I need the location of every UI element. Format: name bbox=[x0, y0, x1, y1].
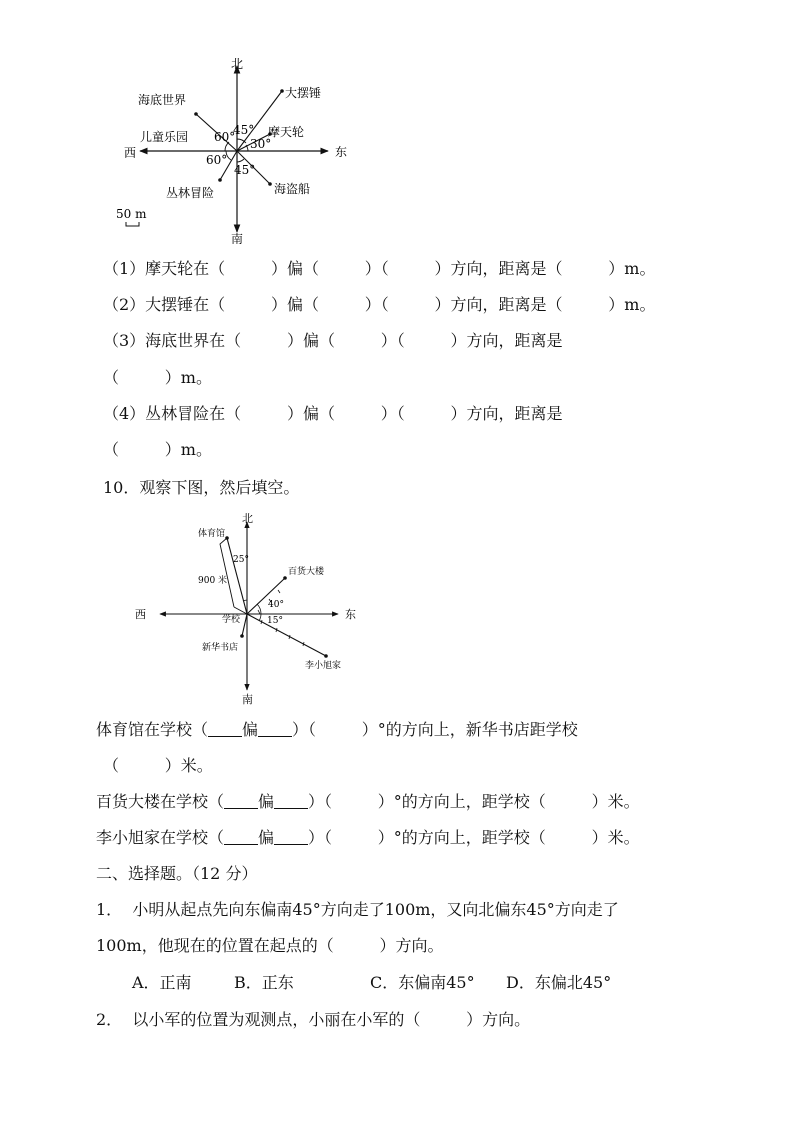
label-department-store: 百货大楼 bbox=[288, 567, 325, 577]
label-pendulum: 大摆锤 bbox=[285, 86, 322, 100]
point-ocean-world bbox=[194, 112, 198, 116]
label-west: 西 bbox=[124, 146, 137, 160]
label-gym: 体育馆 bbox=[198, 529, 226, 539]
school-compass-diagram bbox=[130, 510, 360, 708]
angle-60-upper: 60° bbox=[214, 130, 236, 144]
q9-line-4b: （ ）m。 bbox=[103, 440, 212, 459]
label-school: 学校 bbox=[222, 615, 241, 625]
angle-30: 30° bbox=[250, 137, 272, 151]
q9-line-1: （1）摩天轮在（ ）偏（ ）（ ）方向，距离是（ ）m。 bbox=[103, 259, 656, 278]
scale-bar bbox=[126, 222, 139, 226]
q10-line-2: （ ）米。 bbox=[103, 756, 213, 775]
mc-q1-options bbox=[132, 971, 611, 995]
label-north-2: 北 bbox=[242, 512, 253, 525]
label-ocean-world: 海底世界 bbox=[138, 93, 187, 107]
mc-q1-line-1: 1． 小明从起点先向东偏南45°方向走了100m，又向北偏东45°方向走了 bbox=[96, 900, 619, 919]
label-south-2: 南 bbox=[242, 693, 253, 706]
angle-25: 25° bbox=[233, 555, 249, 565]
q10-line-4: 李小旭家在学校（ 偏 ）（ ）°的方向上，距学校（ ）米。 bbox=[96, 828, 640, 847]
q9-line-2: （2）大摆锤在（ ）偏（ ）（ ）方向，距离是（ ）m。 bbox=[103, 295, 656, 314]
mc-q1-line-2: 100m，他现在的位置在起点的（ ）方向。 bbox=[96, 936, 444, 955]
q10-line-3: 百货大楼在学校（ 偏 ）（ ）°的方向上，距学校（ ）米。 bbox=[96, 792, 640, 811]
point-pendulum bbox=[280, 89, 284, 93]
mc-q2: 2． 以小军的位置为观测点，小丽在小军的（ ）方向。 bbox=[96, 1010, 531, 1029]
point-gym bbox=[225, 536, 229, 540]
option-c[interactable]: C．东偏南45° bbox=[370, 973, 475, 992]
ray-to-gym bbox=[227, 538, 247, 614]
q9-line-3b: （ ）m。 bbox=[103, 368, 212, 387]
q10-line-1: 体育馆在学校（ 偏 ）（ ）°的方向上，新华书店距学校 bbox=[96, 720, 578, 739]
label-lixiaoxu-home: 李小旭家 bbox=[305, 661, 342, 671]
angle-15: 15° bbox=[267, 616, 283, 626]
label-pirate-ship: 海盗船 bbox=[274, 182, 311, 196]
label-east-2: 东 bbox=[345, 608, 356, 621]
label-east: 东 bbox=[335, 145, 348, 159]
label-north: 北 bbox=[231, 57, 244, 71]
angle-45-bottom: 45° bbox=[234, 163, 256, 177]
ray-to-bookstore bbox=[242, 614, 247, 636]
point-jungle bbox=[218, 178, 222, 182]
answer-blank[interactable] bbox=[224, 828, 258, 845]
angle-40: 40° bbox=[268, 600, 284, 610]
q9-line-3: （3）海底世界在（ ）偏（ ）（ ）方向，距离是 bbox=[103, 331, 563, 350]
answer-blank[interactable] bbox=[208, 720, 242, 737]
answer-blank[interactable] bbox=[258, 720, 292, 737]
label-ferris-wheel: 摩天轮 bbox=[268, 125, 305, 139]
point-bookstore bbox=[240, 634, 244, 638]
label-south: 南 bbox=[231, 232, 244, 246]
ray-to-lixiaoxu-home bbox=[247, 614, 326, 656]
scale-label: 50 m bbox=[116, 207, 147, 221]
label-children-park: 儿童乐园 bbox=[140, 130, 189, 144]
label-jungle: 丛林冒险 bbox=[166, 186, 215, 200]
label-bookstore: 新华书店 bbox=[202, 643, 239, 653]
point-department-store bbox=[283, 576, 287, 580]
section-2-title: 二、选择题。（12 分） bbox=[96, 864, 258, 883]
angle-45-top: 45° bbox=[233, 123, 255, 137]
q9-line-4: （4）丛林冒险在（ ）偏（ ）（ ）方向，距离是 bbox=[103, 404, 563, 423]
point-lixiaoxu-home bbox=[324, 654, 328, 658]
angle-60-lower: 60° bbox=[206, 153, 228, 167]
answer-blank[interactable] bbox=[224, 792, 258, 809]
label-distance-900: 900 米 bbox=[198, 576, 228, 586]
amusement-park-compass-diagram bbox=[110, 52, 360, 247]
option-d[interactable]: D．东偏北45° bbox=[506, 973, 612, 992]
q10-title: 10．观察下图，然后填空。 bbox=[103, 478, 300, 497]
answer-blank[interactable] bbox=[274, 828, 308, 845]
option-a[interactable]: A．正南 bbox=[132, 973, 192, 992]
answer-blank[interactable] bbox=[274, 792, 308, 809]
option-b[interactable]: B．正东 bbox=[234, 973, 294, 992]
label-west-2: 西 bbox=[135, 608, 146, 621]
point-pirate-ship bbox=[268, 182, 272, 186]
